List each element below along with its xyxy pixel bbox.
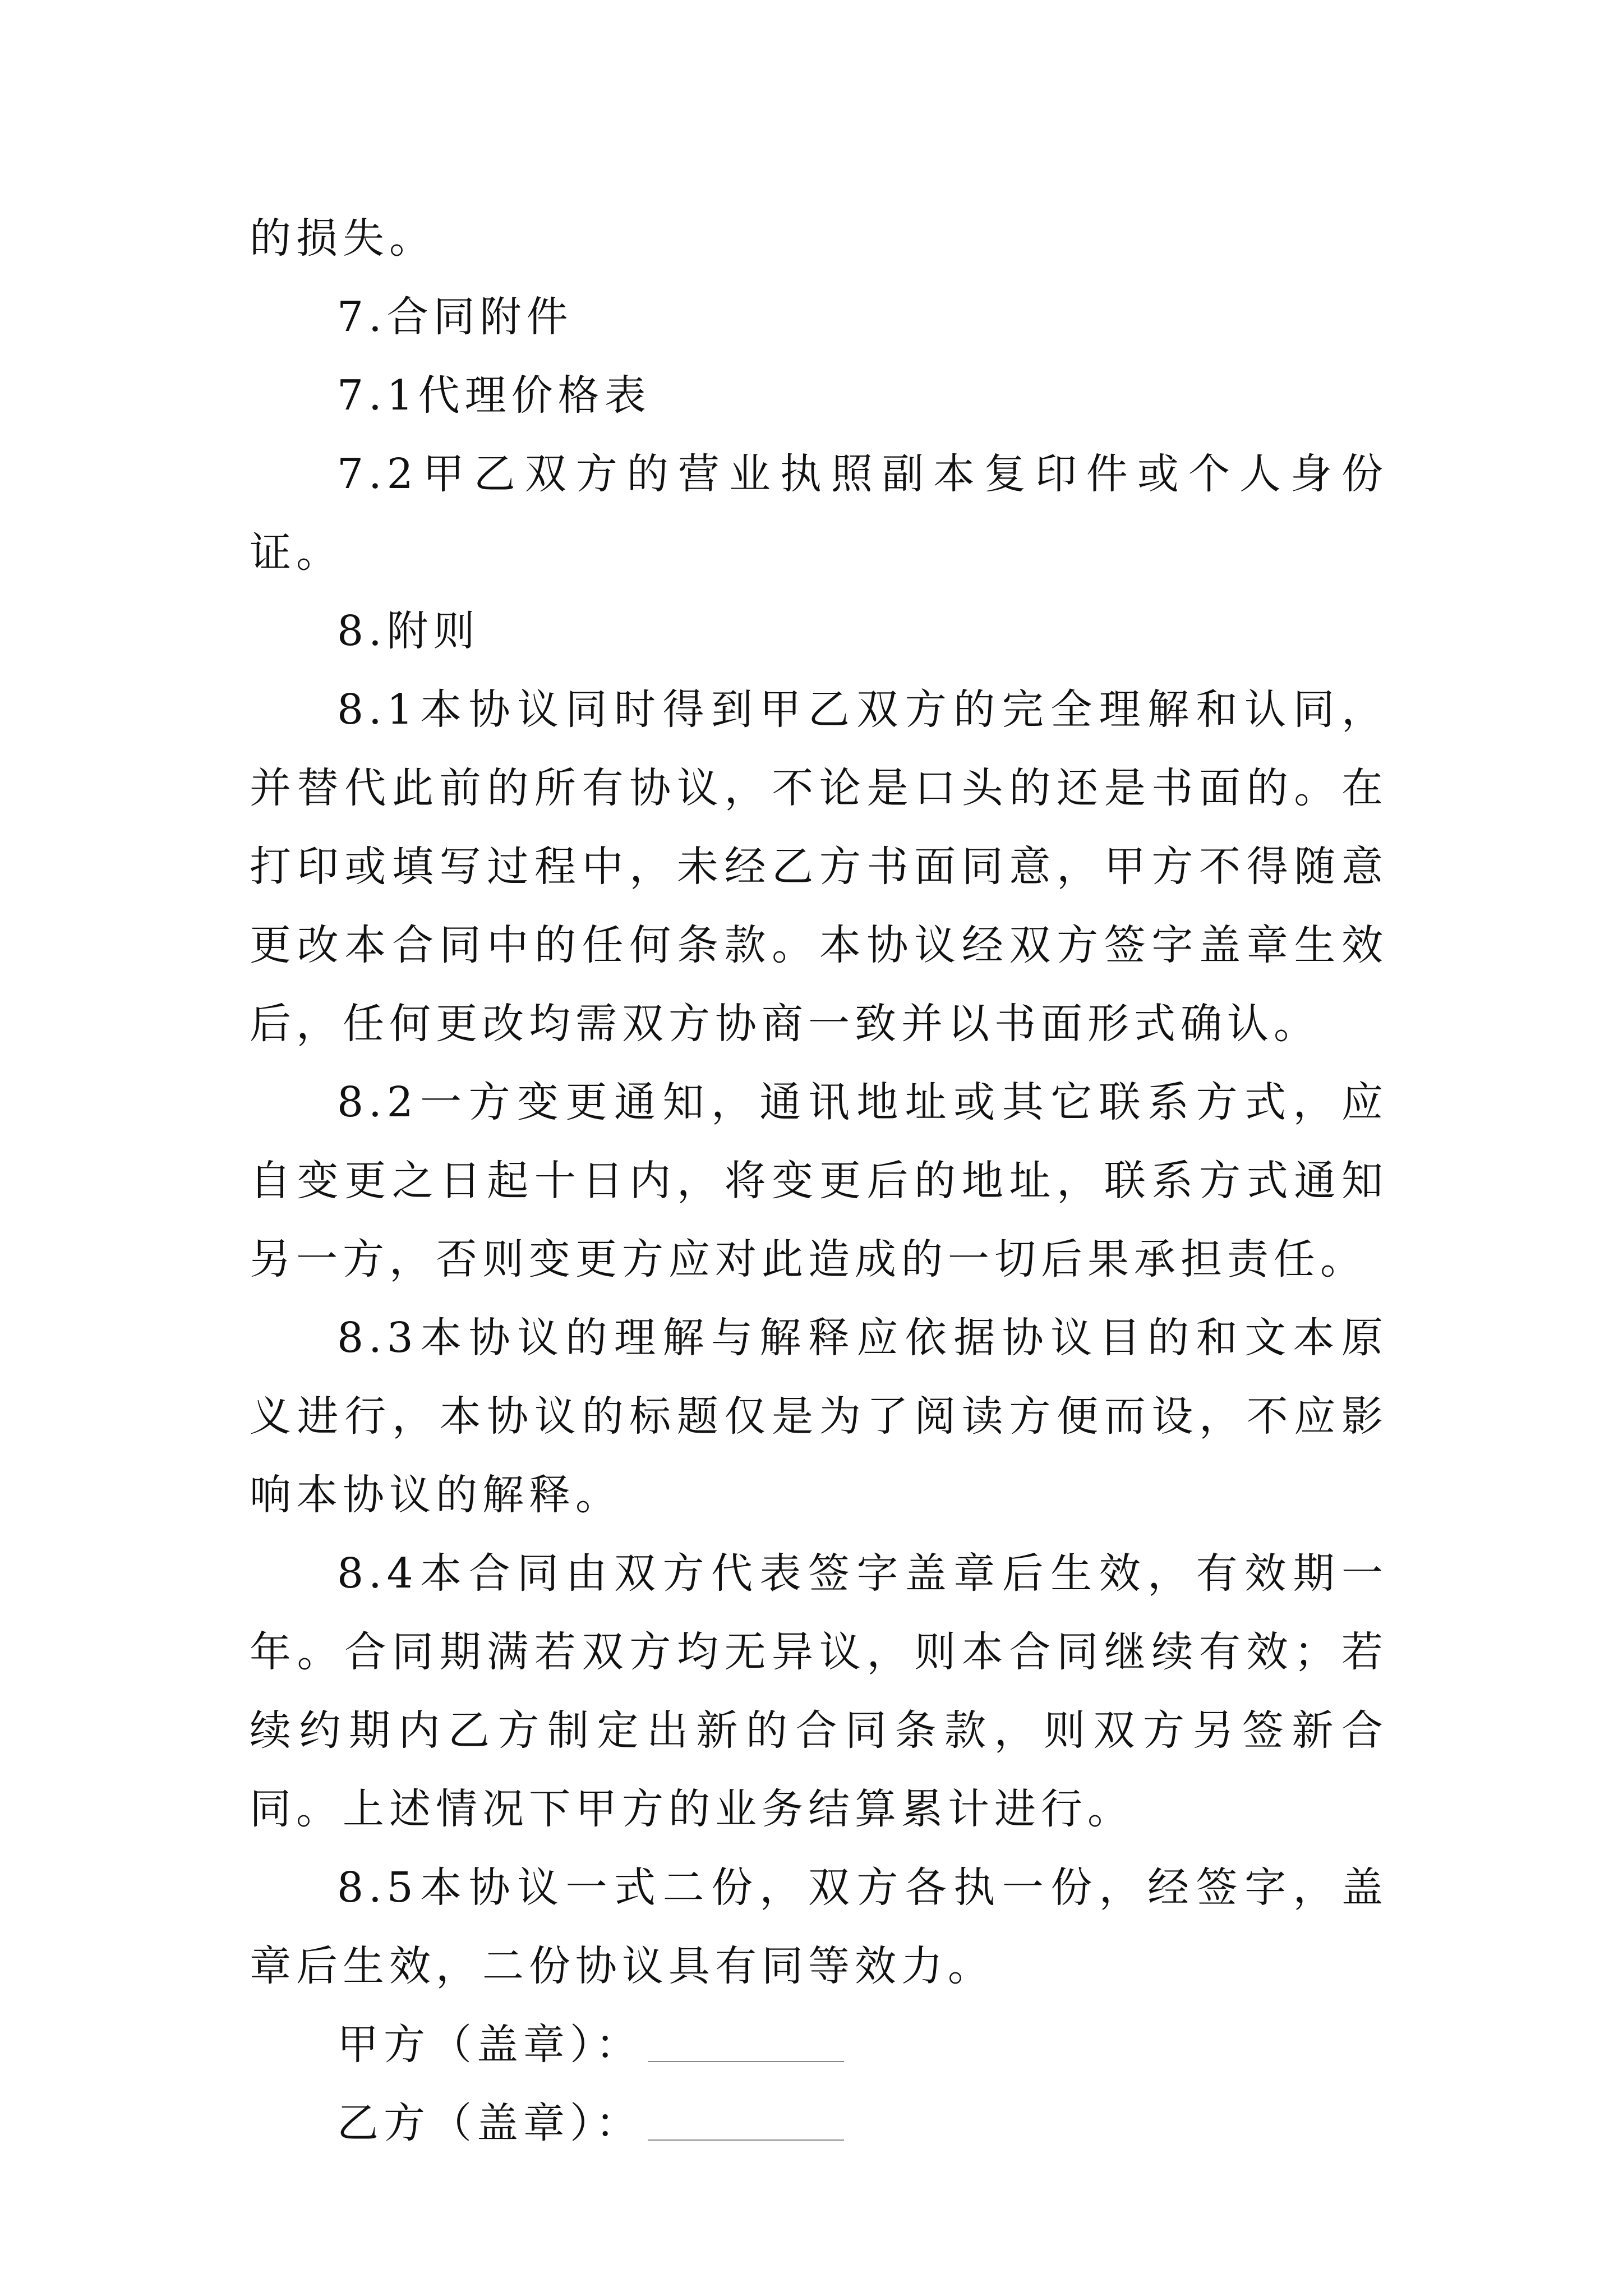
- clause-7-1: 7.1代理价格表: [337, 371, 651, 420]
- clause-8-4: 8.4本合同由双方代表签字盖章后生效，有效期一年。合同期满若双方均无异议，则本合同继续有效；若续约期内乙方制定出新的合同条款，则双方另签新合同。上述情况下甲方的业务结算累计进行。: [250, 1549, 1388, 1833]
- clause-7-2: 7.2甲乙双方的营业执照副本复印件或个人身份证。: [250, 450, 1388, 577]
- party-a-signature-row: [250, 2005, 1388, 2084]
- clause-8-2: 8.2一方变更通知，通讯地址或其它联系方式，应自变更之日起十日内，将变更后的地址，联系方式通知另一方，否则变更方应对此造成的一切后果承担责任。: [250, 1078, 1388, 1283]
- paragraph-loss-continuation: 的损失。: [250, 214, 436, 263]
- party-a-signature-label: 甲方（盖章）：: [337, 2021, 642, 2069]
- party-b-signature-label: 乙方（盖章）：: [337, 2099, 642, 2147]
- clause-8-5: 8.5本协议一式二份，双方各执一份，经签字，盖章后生效，二份协议具有同等效力。: [250, 1864, 1388, 1990]
- party-a-signature-line: [648, 2061, 844, 2062]
- section-heading-7: 7.合同附件: [337, 293, 573, 341]
- section-heading-8: 8.附则: [337, 607, 480, 655]
- clause-8-3: 8.3本协议的理解与解释应依据协议目的和文本原义进行，本协议的标题仅是为了阅读方便而设，不应影响本协议的解释。: [250, 1314, 1388, 1519]
- document-body: [250, 199, 1388, 2162]
- party-b-signature-row: [250, 2084, 1388, 2162]
- party-b-signature-line: [648, 2139, 844, 2141]
- clause-8-1: 8.1本协议同时得到甲乙双方的完全理解和认同，并替代此前的所有协议，不论是口头的还是书面的。在打印或填写过程中，未经乙方书面同意，甲方不得随意更改本合同中的任何条款。本协议经双方签字盖章生效后，任何更改均需双方协商一致并以书面形式确认。: [250, 685, 1388, 1048]
